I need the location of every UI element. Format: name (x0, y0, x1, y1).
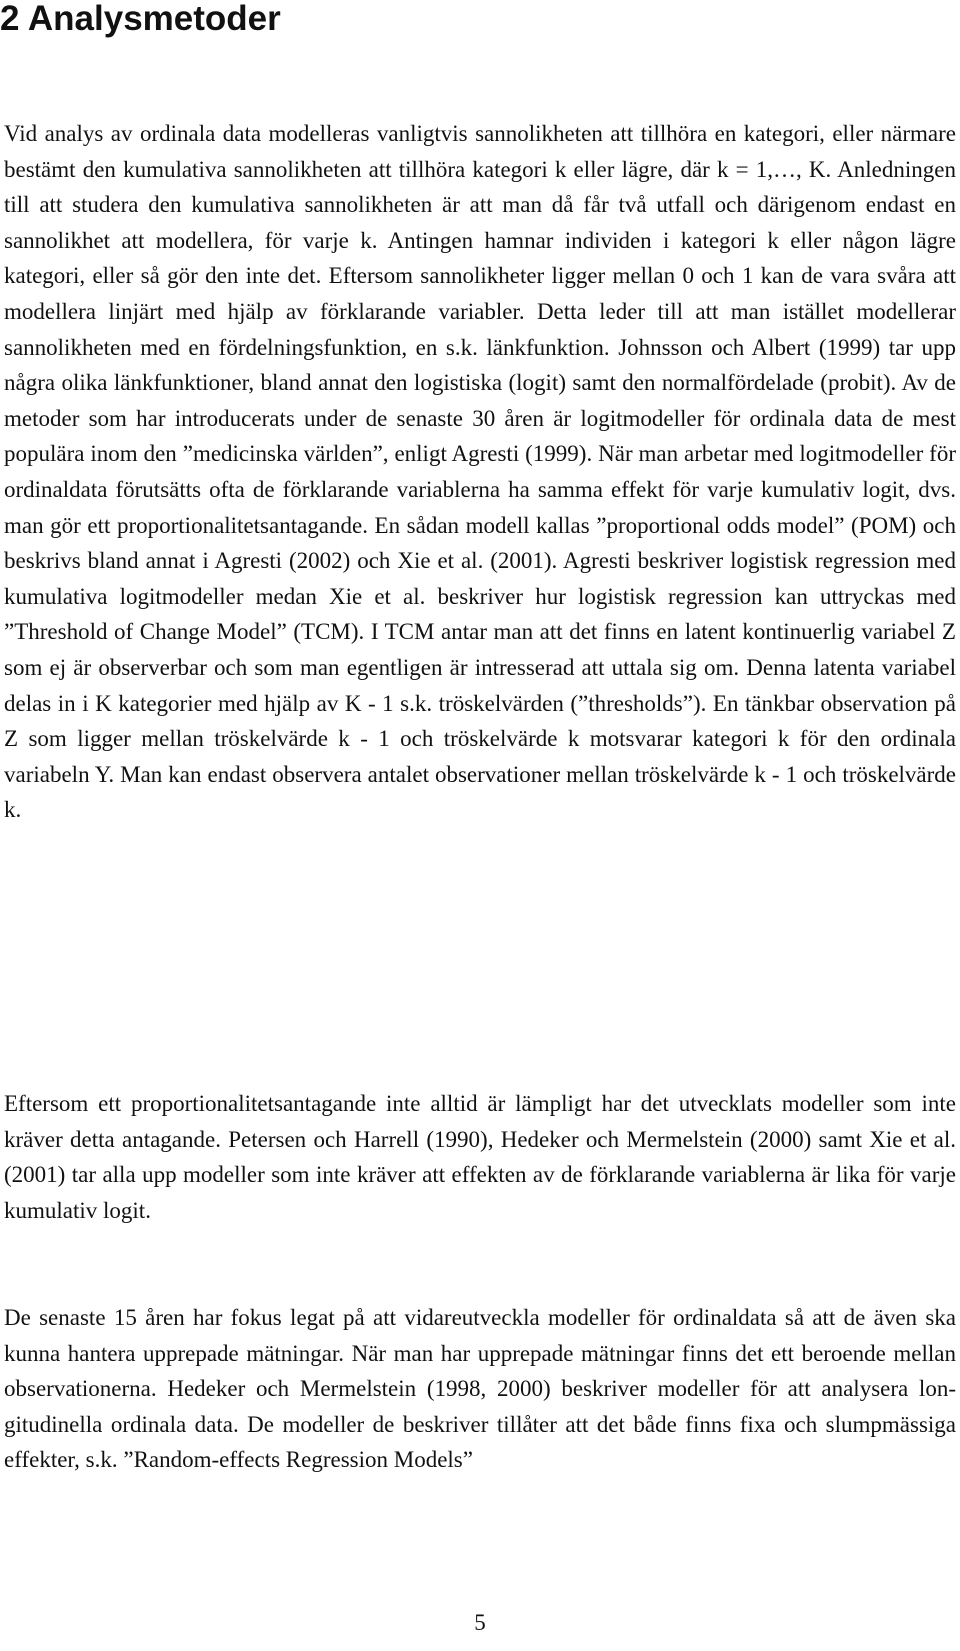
body-paragraph-1: Vid analys av ordinala data modelleras vanligtvis sannolikheten att tillhöra en kategori, eller närmare bestämt den kumulativa sannolikheten att tillhöra kategori k eller lägre, där k = 1,…, K. Anledningen till att studera den kumulativa sannolikheten är att man då får två utfall och därigenom endast en sannolikhet att modellera, för varje k. Antingen hamnar individen i kategori k eller någon lägre kategori, eller så gör den inte det. Eftersom sannolikheter ligger mellan 0 och 1 kan de vara svåra att modellera linjärt med hjälp av förklarande variabler. Detta leder till att man istället modellerar sannolikheten med en fördelningsfunktion, en s.k. länkfunktion. Johnsson och Albert (1999) tar upp några olika länkfunktioner, bland annat den logistiska (logit) samt den normalfördelade (probit). Av de metoder som har introducerats under de senaste 30 åren är logitmodeller för ordinala data de mest populära inom den ”medicinska världen”, enligt Agresti (1999). När man arbetar med logitmodeller för ordinaldata förutsätts ofta de förklarande variablerna ha samma effekt för varje kumulativ logit, dvs. man gör ett proportionalitetsantagande. En sådan modell kallas ”proportional odds model” (POM) och beskrivs bland annat i Agresti (2002) och Xie et al. (2001). Agresti beskriver logistisk regression med kumulativa logitmodeller medan Xie et al. beskriver hur logistisk regression kan uttryckas med ”Threshold of Change Model” (TCM). I TCM antar man att det finns en latent kontinuerlig variabel Z som ej är observerbar och som man egentligen är intresserad att uttala sig om. Denna latenta variabel delas in i K kategorier med hjälp av K - 1 s.k. tröskelvärden (”thresholds”). En tänkbar observation på Z som ligger mellan tröskelvärde k - 1 och tröskelvärde k motsvarar kategori k för den ordinala variabeln Y. Man kan endast observera antalet observationer mellan tröskelvärde k - 1 och tröskelvärde k. (4, 121, 956, 823)
body-paragraph-2: Eftersom ett proportionalitetsantagande inte alltid är lämpligt har det utvecklats modeller som inte kräver detta antagande. Petersen och Harrell (1990), Hedeker och Mermelstein (2000) samt Xie et al. (2001) tar alla upp modeller som inte kräver att effekten av de förklarande variablerna är lika för varje kumulativ logit. (4, 1091, 956, 1223)
page-number: 5 (474, 1610, 486, 1635)
body-paragraph-3: De senaste 15 åren har fokus legat på att vidareutveckla modeller för ordinaldata så att de även ska kunna hantera upprepade mätningar. När man har upprepade mätningar finns det ett beroende mellan observationerna. Hedeker och Mermelstein (1998, 2000) beskriver modeller för att analysera longitudinella ordinala data. De modeller de beskriver tillåter att det både finns fixa och slumpmässiga effekter, s.k. ”Random-effects Regression Models” (4, 1305, 956, 1473)
section-heading: 2 Analysmetoder (0, 0, 281, 38)
